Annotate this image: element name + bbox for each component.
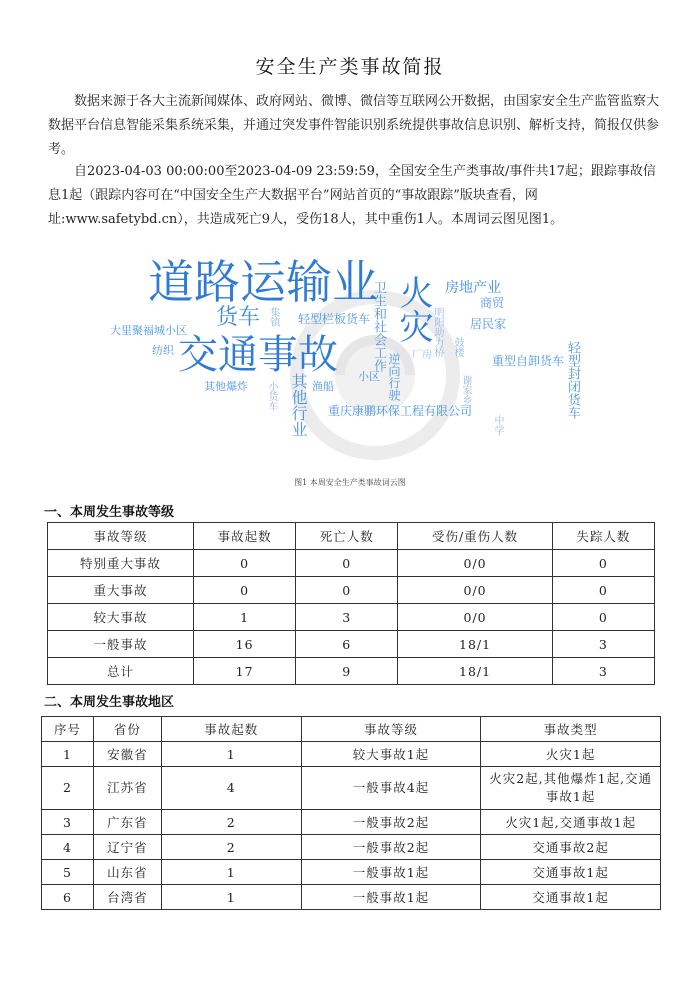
word-cloud-word: 集镇	[268, 307, 279, 327]
table-cell: 江苏省	[93, 767, 161, 810]
table-header-cell: 事故起数	[161, 717, 301, 742]
table-cell: 山东省	[93, 860, 161, 885]
word-cloud-word: 小货车	[266, 381, 277, 411]
table-cell: 重大事故	[48, 577, 194, 604]
word-cloud-word: 小区	[358, 370, 380, 383]
word-cloud-word: 纺织	[152, 344, 174, 357]
table-cell: 9	[296, 658, 398, 685]
table-cell: 交通事故1起	[481, 860, 661, 885]
table-row	[42, 885, 661, 910]
table-row	[42, 860, 661, 885]
table-cell: 火灾1起	[481, 742, 661, 767]
table-cell: 5	[42, 860, 94, 885]
table-cell: 3	[552, 631, 654, 658]
word-cloud-word: 鼓楼	[452, 337, 463, 357]
table-cell: 4	[161, 767, 301, 810]
table-header-cell: 事故起数	[193, 523, 295, 550]
word-cloud-word: 其他爆炸	[204, 380, 248, 393]
word-cloud-word: 货车	[216, 305, 261, 330]
table-cell: 交通事故1起	[481, 885, 661, 910]
table-row	[48, 550, 655, 577]
word-cloud-word: 中学	[492, 415, 503, 435]
table-cell: 0	[296, 550, 398, 577]
table-cell: 一般事故4起	[301, 767, 481, 810]
table-cell: 1	[161, 860, 301, 885]
table-cell: 2	[42, 767, 94, 810]
word-cloud-word: 房地产业	[445, 280, 501, 296]
accident-region-table	[41, 716, 661, 910]
word-cloud-word: 道路运输业	[148, 255, 378, 309]
table-cell: 0	[193, 577, 295, 604]
table-cell: 较大事故1起	[301, 742, 481, 767]
table-cell: 3	[552, 658, 654, 685]
table-cell: 1	[42, 742, 94, 767]
table-cell: 16	[193, 631, 295, 658]
table-cell: 6	[296, 631, 398, 658]
table-cell: 0	[552, 577, 654, 604]
table-cell: 交通事故2起	[481, 835, 661, 860]
word-cloud-word: 其他行业	[289, 373, 308, 437]
table-cell: 1	[161, 742, 301, 767]
word-cloud-word: 卫生和社会工作	[371, 281, 386, 372]
table-header-cell: 事故类型	[481, 717, 661, 742]
word-cloud-word: 轻型封闭货车	[565, 341, 580, 419]
table-cell: 18/1	[398, 631, 552, 658]
section-heading-region: 二、本周发生事故地区	[44, 695, 175, 710]
table-header-cell: 序号	[42, 717, 94, 742]
table-cell: 一般事故2起	[301, 835, 481, 860]
table-cell: 2	[161, 810, 301, 835]
word-cloud-word: 商贸	[480, 296, 505, 310]
table-header-cell: 事故等级	[48, 523, 194, 550]
table-cell: 0	[193, 550, 295, 577]
table-row	[42, 810, 661, 835]
word-cloud-word: 明阳助力桥	[432, 307, 443, 357]
table-row	[42, 767, 661, 810]
table-header-row	[48, 523, 655, 550]
table-cell: 0/0	[398, 550, 552, 577]
accident-level-table	[47, 522, 655, 685]
table-cell: 0/0	[398, 604, 552, 631]
table-cell: 0	[552, 550, 654, 577]
table-cell: 0/0	[398, 577, 552, 604]
word-cloud-word: 厂房	[412, 350, 432, 361]
table-cell: 总计	[48, 658, 194, 685]
table-cell: 4	[42, 835, 94, 860]
table-row	[48, 577, 655, 604]
word-cloud-word: 轻型栏板货车	[298, 312, 371, 326]
table-cell: 18/1	[398, 658, 552, 685]
word-cloud	[110, 245, 590, 475]
table-header-cell: 省份	[93, 717, 161, 742]
report-title: 安全生产类事故简报	[255, 56, 445, 78]
table-cell: 辽宁省	[93, 835, 161, 860]
word-cloud-word: 大里聚福城小区	[110, 324, 187, 337]
table-row	[42, 835, 661, 860]
table-cell: 2	[161, 835, 301, 860]
summary-paragraph: 自2023-04-03 00:00:00至2023-04-09 23:59:59，全国安全生产类事故/事件共17起；跟踪事故信息1起（跟踪内容可在“中国安全生产大数据平台”网站首页的“事故跟踪”版块查看，网址:www.safetybd.cn），共造成死亡9人，受伤18人，其中重伤1人。本周词云图见图1。	[48, 164, 656, 227]
table-cell: 较大事故	[48, 604, 194, 631]
word-cloud-word: 重庆康鹏环保工程有限公司	[328, 404, 473, 418]
table-cell: 一般事故1起	[301, 885, 481, 910]
table-row	[48, 631, 655, 658]
word-cloud-word: 谢家乡	[460, 375, 471, 405]
table-header-row	[42, 717, 661, 742]
table-cell: 一般事故	[48, 631, 194, 658]
table-cell: 1	[161, 885, 301, 910]
figure-caption: 图1 本周安全生产类事故词云图	[294, 478, 406, 487]
word-cloud-word: 火灾	[393, 275, 433, 343]
intro-paragraph: 数据来源于各大主流新闻媒体、政府网站、微博、微信等互联网公开数据，由国家安全生产监管监察大数据平台信息智能采集系统采集，并通过突发事件智能识别系统提供事故信息识别、解析支持，简报仅供参考。	[48, 94, 660, 157]
table-header-cell: 事故等级	[301, 717, 481, 742]
table-cell: 台湾省	[93, 885, 161, 910]
word-cloud-word: 重型自卸货车	[492, 354, 565, 368]
table-cell: 特别重大事故	[48, 550, 194, 577]
table-cell: 安徽省	[93, 742, 161, 767]
table-cell: 3	[42, 810, 94, 835]
table-header-cell: 受伤/重伤人数	[398, 523, 552, 550]
word-cloud-word: 交通事故	[178, 332, 338, 378]
table-cell: 6	[42, 885, 94, 910]
table-cell: 3	[296, 604, 398, 631]
table-cell: 0	[296, 577, 398, 604]
table-header-cell: 死亡人数	[296, 523, 398, 550]
table-header-cell: 失踪人数	[552, 523, 654, 550]
word-cloud-word: 居民家	[470, 317, 507, 331]
table-cell: 火灾2起,其他爆炸1起,交通事故1起	[481, 767, 661, 810]
table-row	[48, 658, 655, 685]
table-row	[48, 604, 655, 631]
table-cell: 一般事故1起	[301, 860, 481, 885]
table-cell: 一般事故2起	[301, 810, 481, 835]
table-cell: 广东省	[93, 810, 161, 835]
table-cell: 17	[193, 658, 295, 685]
word-cloud-word: 逆向行驶	[387, 353, 401, 401]
table-cell: 0	[552, 604, 654, 631]
section-heading-level: 一、本周发生事故等级	[44, 505, 175, 520]
table-cell: 1	[193, 604, 295, 631]
table-cell: 火灾1起,交通事故1起	[481, 810, 661, 835]
table-row	[42, 742, 661, 767]
word-cloud-word: 渔船	[312, 380, 334, 393]
